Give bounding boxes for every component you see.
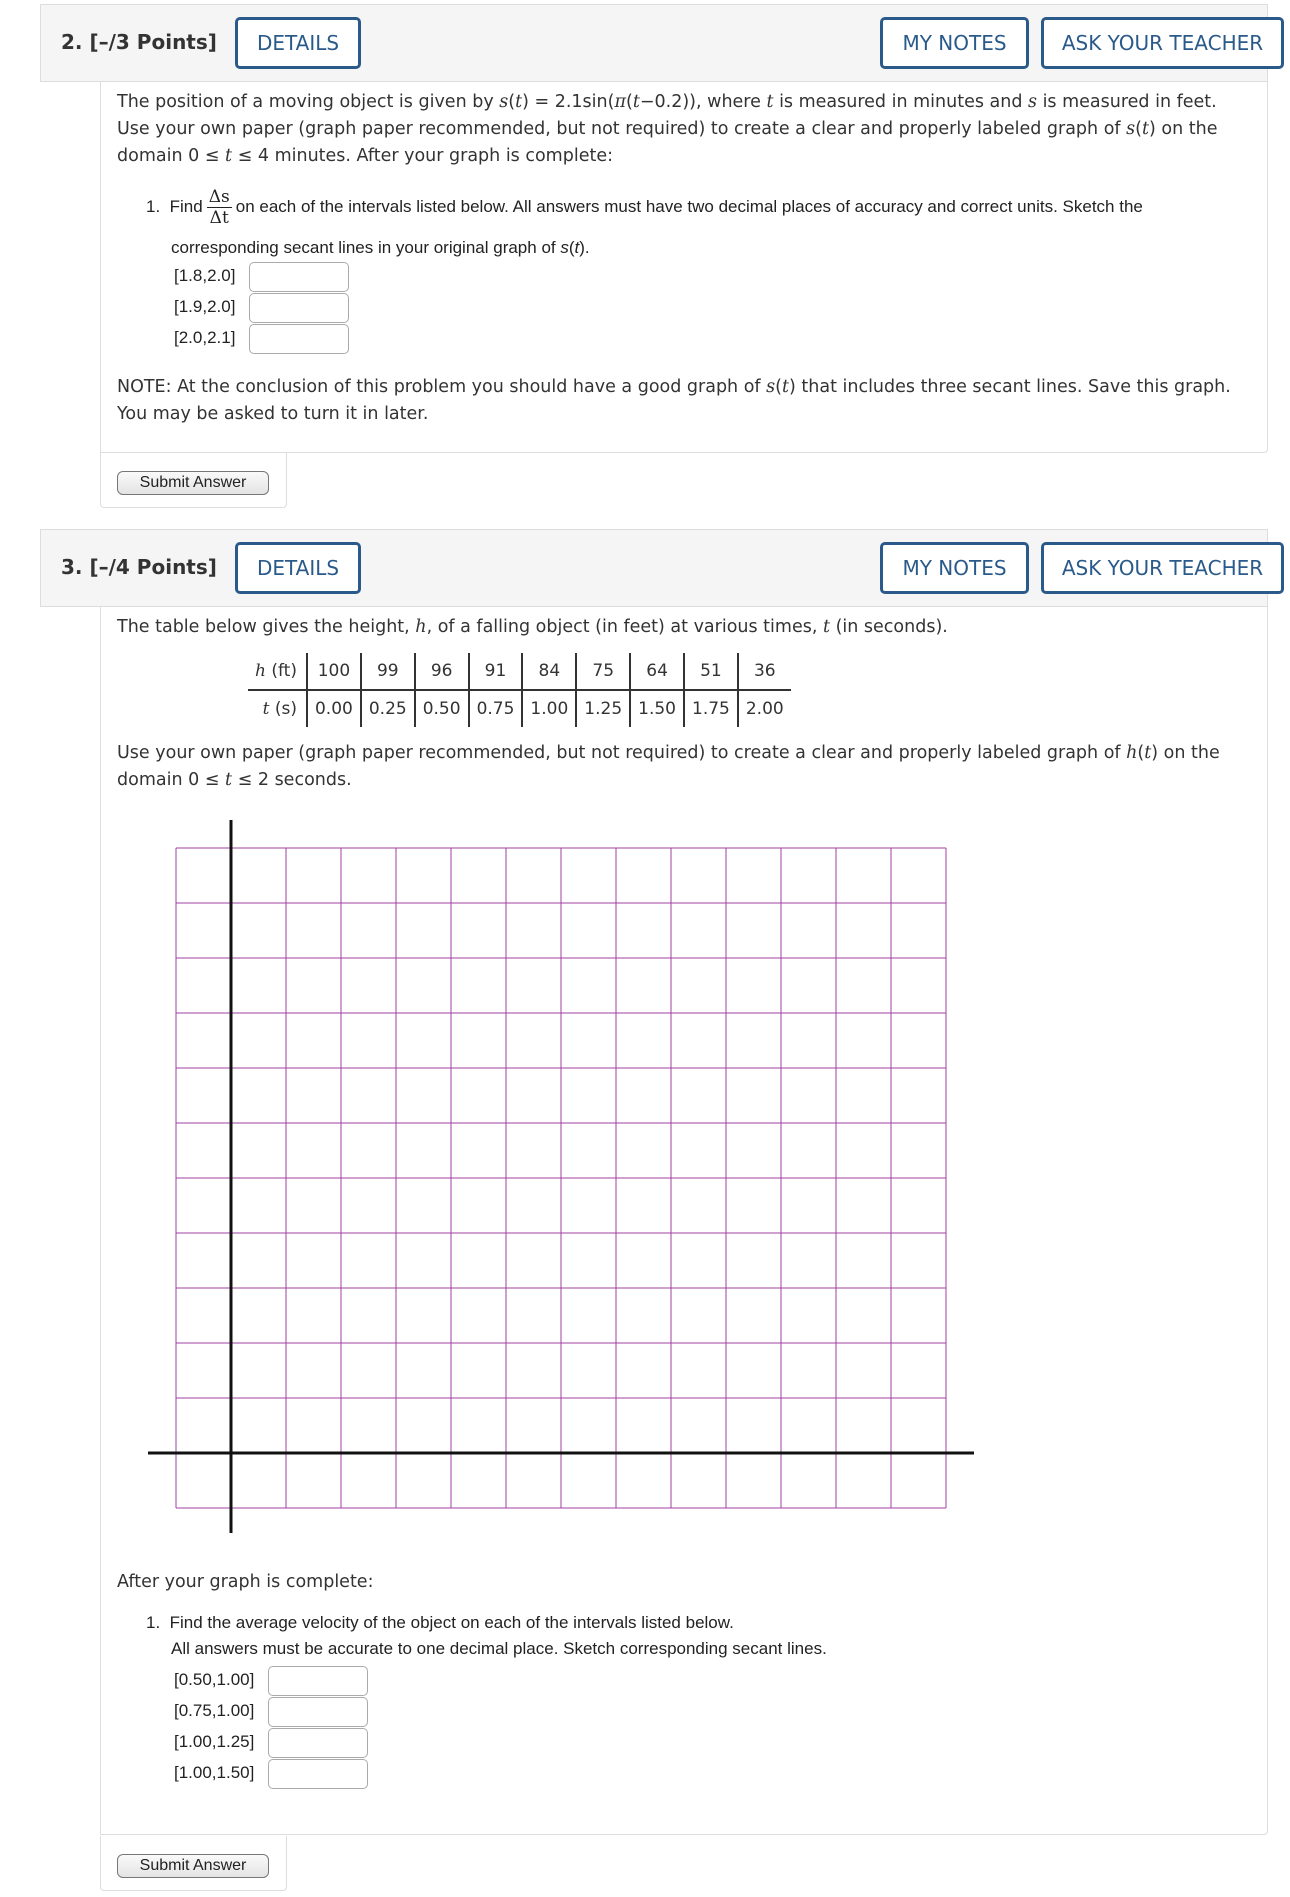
question-2-title: 2. [–/3 Points] <box>61 30 217 54</box>
interval-label: [1.00,1.25] <box>174 1732 255 1751</box>
interval-label: [0.75,1.00] <box>174 1701 255 1720</box>
question-2-intro: The position of a moving object is given by s(t) = 2.1sin(π(t−0.2)), where t is measured in minutes and s is measured in feet. Use your own paper (graph paper recommended, but not required) to create a clear and properly labeled graph of s(t) on the domain 0 ≤ t ≤ 4 minutes. After your graph is complete: <box>117 92 1218 166</box>
ask-your-teacher-button[interactable]: ASK YOUR TEACHER <box>1041 17 1284 69</box>
interval-label: [1.00,1.50] <box>174 1763 255 1782</box>
graph-paper-grid <box>140 815 980 1545</box>
answer-input-2[interactable] <box>268 1697 368 1727</box>
question-3-submit-area <box>100 1836 287 1891</box>
submit-answer-button[interactable]: Submit Answer <box>117 1854 269 1878</box>
table-row-time <box>248 690 791 727</box>
question-3-intro: The table below gives the height, h, of a falling object (in feet) at various times, t (in seconds). <box>117 617 948 637</box>
question-2-note: NOTE: At the conclusion of this problem you should have a good graph of s(t) that includes three secant lines. Save this graph. You may be asked to turn it in later. <box>117 377 1231 424</box>
table-cell: 75 <box>576 653 630 690</box>
table-cell: 84 <box>522 653 576 690</box>
question-2-task-line2: corresponding secant lines in your original graph of s(t). <box>171 238 590 257</box>
details-button[interactable]: DETAILS <box>235 17 361 69</box>
table-cell: 1.00 <box>522 690 576 727</box>
table-cell: 1.50 <box>630 690 684 727</box>
interval-label: [2.0,2.1] <box>174 328 236 347</box>
table-cell: 100 <box>307 653 361 690</box>
question-3-task: 1. Find the average velocity of the object on each of the intervals listed below. <box>146 1613 734 1632</box>
table-cell: 0.50 <box>415 690 469 727</box>
interval-label: [0.50,1.00] <box>174 1670 255 1689</box>
question-3-header <box>40 529 1268 607</box>
answer-input-1[interactable] <box>249 262 349 292</box>
table-cell: 1.75 <box>684 690 738 727</box>
interval-label: [1.8,2.0] <box>174 266 236 285</box>
table-cell: 0.00 <box>307 690 361 727</box>
question-2-submit-area <box>100 453 287 508</box>
answer-input-2[interactable] <box>249 293 349 323</box>
table-row-height <box>248 653 791 690</box>
table-cell: 99 <box>361 653 415 690</box>
table-cell: 91 <box>469 653 523 690</box>
question-3-graph-instructions: Use your own paper (graph paper recommended, but not required) to create a clear and properly labeled graph of h(t) on the domain 0 ≤ t ≤ 2 seconds. <box>117 743 1220 790</box>
table-header-t: t (s) <box>262 699 297 719</box>
question-3-task-line2: All answers must be accurate to one decimal place. Sketch corresponding secant lines. <box>171 1639 827 1658</box>
answer-input-3[interactable] <box>249 324 349 354</box>
answer-input-1[interactable] <box>268 1666 368 1696</box>
table-cell: 36 <box>738 653 791 690</box>
submit-answer-button[interactable]: Submit Answer <box>117 471 269 495</box>
table-cell: 0.75 <box>469 690 523 727</box>
table-cell: 96 <box>415 653 469 690</box>
answer-input-3[interactable] <box>268 1728 368 1758</box>
my-notes-button[interactable]: MY NOTES <box>880 542 1029 594</box>
answer-input-4[interactable] <box>268 1759 368 1789</box>
table-cell: 0.25 <box>361 690 415 727</box>
interval-label: [1.9,2.0] <box>174 297 236 316</box>
table-cell: 1.25 <box>576 690 630 727</box>
my-notes-button[interactable]: MY NOTES <box>880 17 1029 69</box>
table-header-h: h (ft) <box>248 653 307 690</box>
table-cell: 51 <box>684 653 738 690</box>
details-button[interactable]: DETAILS <box>235 542 361 594</box>
delta-s-over-delta-t: $\frac{\Delta s}{\Delta t}$ <box>208 187 230 228</box>
question-2-header <box>40 4 1268 82</box>
question-3-title: 3. [–/4 Points] <box>61 555 217 579</box>
height-time-table <box>248 653 791 727</box>
question-3-after-text: After your graph is complete: <box>117 1572 374 1592</box>
question-2-task: 1. Find $\frac{\Delta s}{\Delta t}$ on each of the intervals listed below. All answers must have two decimal places of accuracy and correct units. Sketch the <box>146 187 1143 228</box>
table-cell: 2.00 <box>738 690 791 727</box>
ask-your-teacher-button[interactable]: ASK YOUR TEACHER <box>1041 542 1284 594</box>
table-cell: 64 <box>630 653 684 690</box>
